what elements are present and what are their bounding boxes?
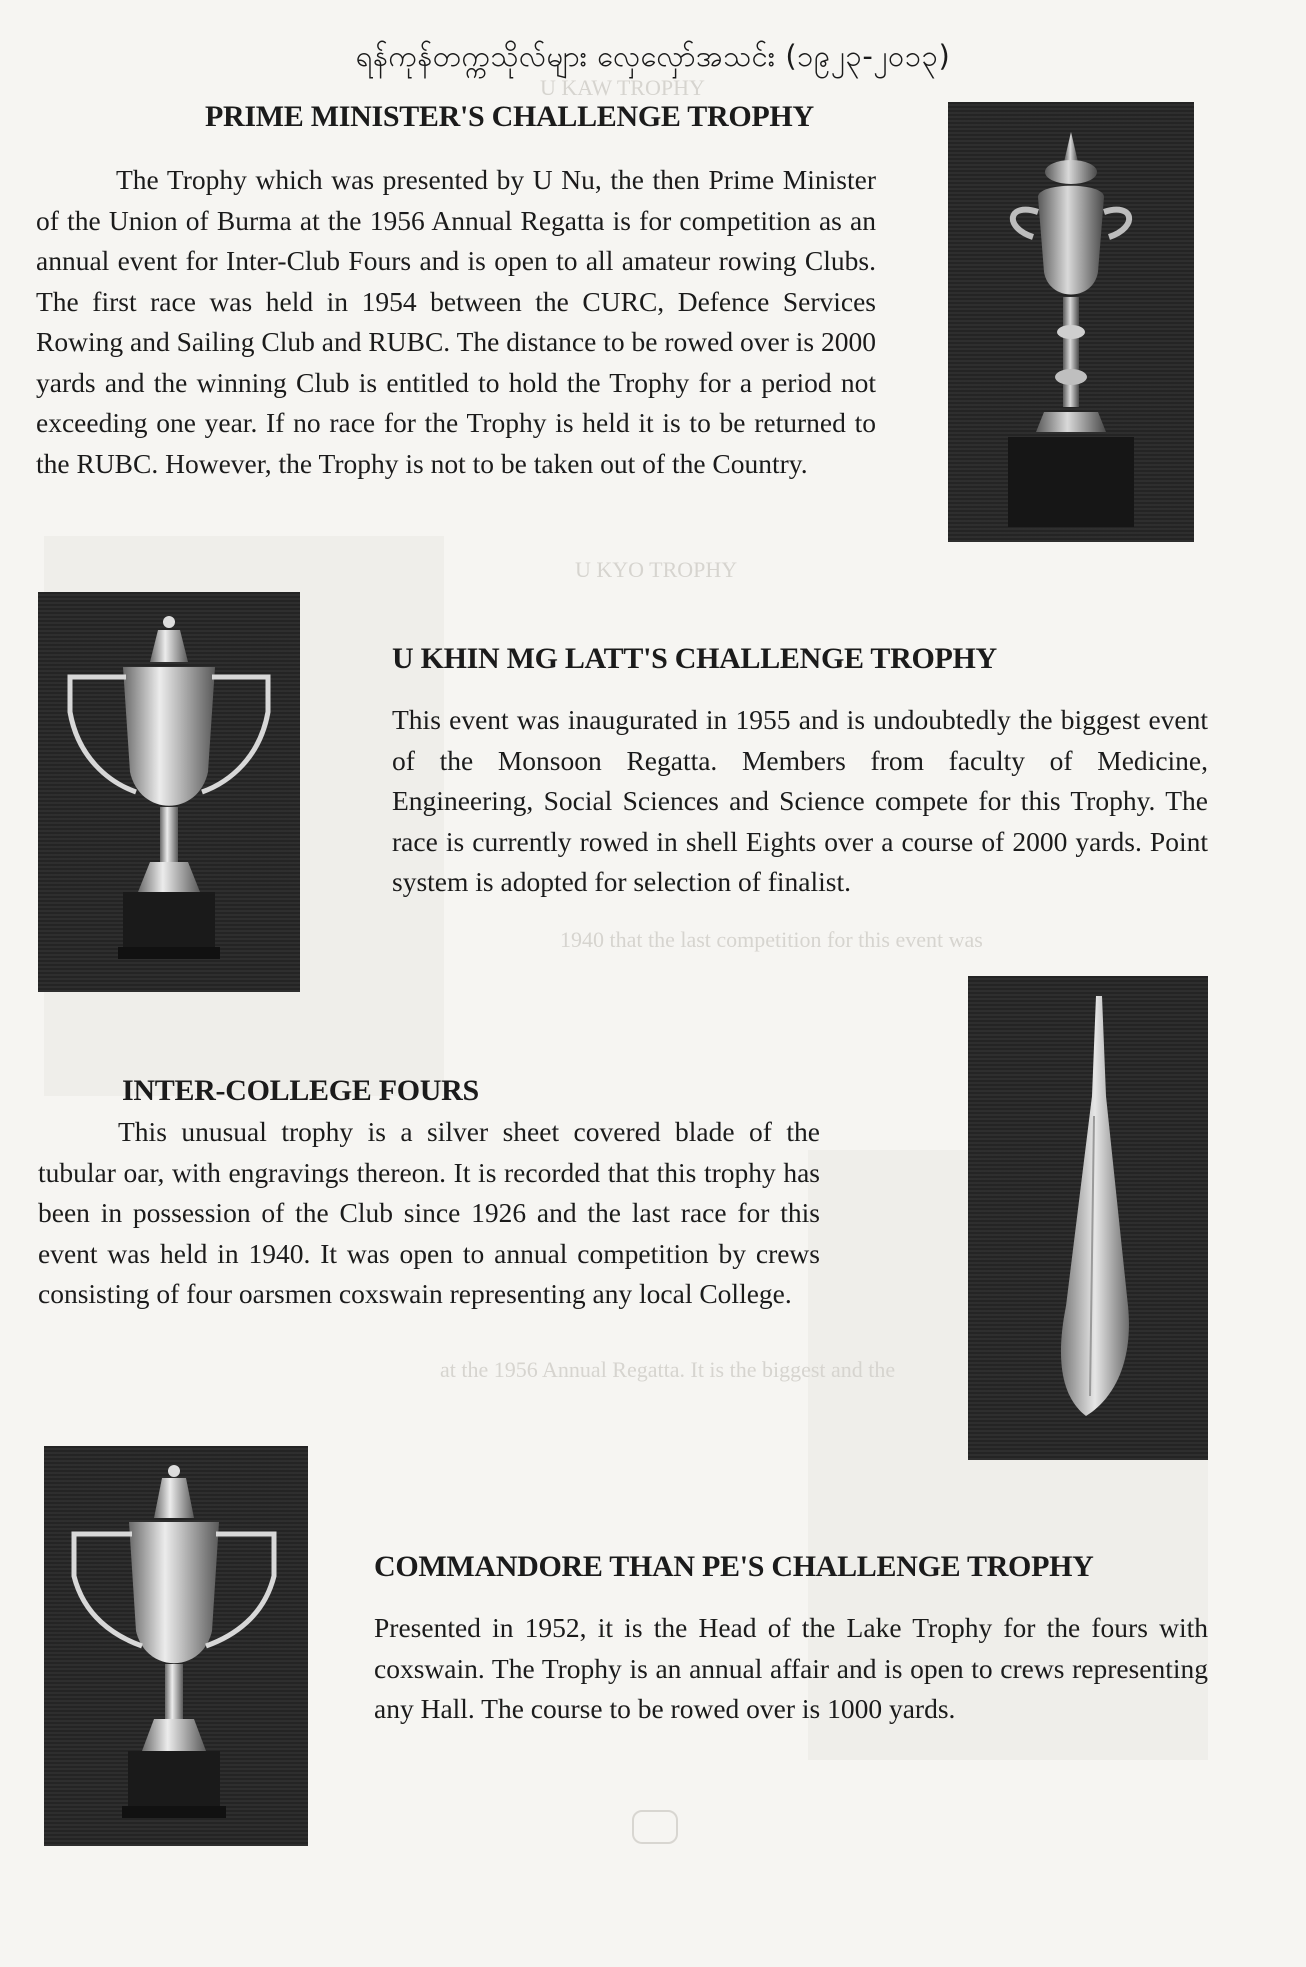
bleed-through-text: U KAW TROPHY bbox=[540, 75, 705, 100]
two-handled-cup-trophy-icon bbox=[38, 592, 300, 992]
prime-minister-trophy-photo bbox=[948, 102, 1194, 542]
prime-minister-trophy-text bbox=[36, 160, 876, 484]
commandore-trophy-photo bbox=[44, 1446, 308, 1846]
u-khin-trophy-photo bbox=[38, 592, 300, 992]
inter-college-fours-heading: INTER-COLLEGE FOURS bbox=[122, 1074, 479, 1107]
bleed-through-text: 1940 that the last competition for this event was bbox=[560, 927, 983, 952]
prime-minister-trophy-body: The Trophy which was presented by U Nu, the then Prime Minister of the Union of Burma at the 1956 Annual Regatta is for competition as an annual event for Inter-Club Fours and is open to all amateur rowing Clubs. The first race was held in 1954 between the CURC, Defence Services Rowing and Sailing Club and RUBC. The distance to be rowed over is 2000 yards and the winning Club is entitled to hold the Trophy for a period not exceeding one year. If no race for the Trophy is held it is to be returned to the RUBC. However, the Trophy is not to be taken out of the Country. bbox=[36, 164, 876, 479]
u-khin-trophy-heading: U KHIN MG LATT'S CHALLENGE TROPHY bbox=[392, 642, 997, 675]
prime-minister-trophy-heading: PRIME MINISTER'S CHALLENGE TROPHY bbox=[205, 100, 814, 133]
u-khin-trophy-text bbox=[392, 700, 1208, 903]
ornate-cup-trophy-icon bbox=[948, 102, 1194, 542]
inter-college-fours-text bbox=[38, 1112, 820, 1315]
commandore-trophy-body: Presented in 1952, it is the Head of the Lake Trophy for the fours with coxswain. The Trophy is an annual affair and is open to crews representing any Hall. The course to be rowed over is 1000 yards. bbox=[374, 1612, 1208, 1724]
running-header: ရန်ကုန်တက္ကသိုလ်များ လှေလှော်အသင်း (၁၉၂၃-၂၀၁၃) bbox=[355, 39, 951, 73]
bleed-through-text: U KYO TROPHY bbox=[575, 557, 738, 582]
inter-college-fours-body: This unusual trophy is a silver sheet covered blade of the tubular oar, with engravings thereon. It is recorded that this trophy has been in possession of the Club since 1926 and the last race for this event was held in 1940. It was open to annual competition by crews consisting of four oarsmen coxswain representing any local College. bbox=[38, 1116, 820, 1309]
bleed-through-text: at the 1956 Annual Regatta. It is the biggest and the bbox=[440, 1357, 896, 1382]
page-number-mark bbox=[632, 1810, 678, 1844]
commandore-trophy-text bbox=[374, 1608, 1208, 1730]
two-handled-cup-trophy-icon bbox=[44, 1446, 308, 1846]
inter-college-fours-photo bbox=[968, 976, 1208, 1460]
oar-blade-trophy-icon bbox=[968, 976, 1208, 1460]
commandore-trophy-heading: COMMANDORE THAN PE'S CHALLENGE TROPHY bbox=[374, 1550, 1094, 1583]
u-khin-trophy-body: This event was inaugurated in 1955 and is undoubtedly the biggest event of the Monsoon Regatta. Members from faculty of Medicine, Engineering, Social Sciences and Science compete for this Trophy. The race is currently rowed in shell Eights over a course of 2000 yards. Point system is adopted for selection of finalist. bbox=[392, 704, 1208, 897]
